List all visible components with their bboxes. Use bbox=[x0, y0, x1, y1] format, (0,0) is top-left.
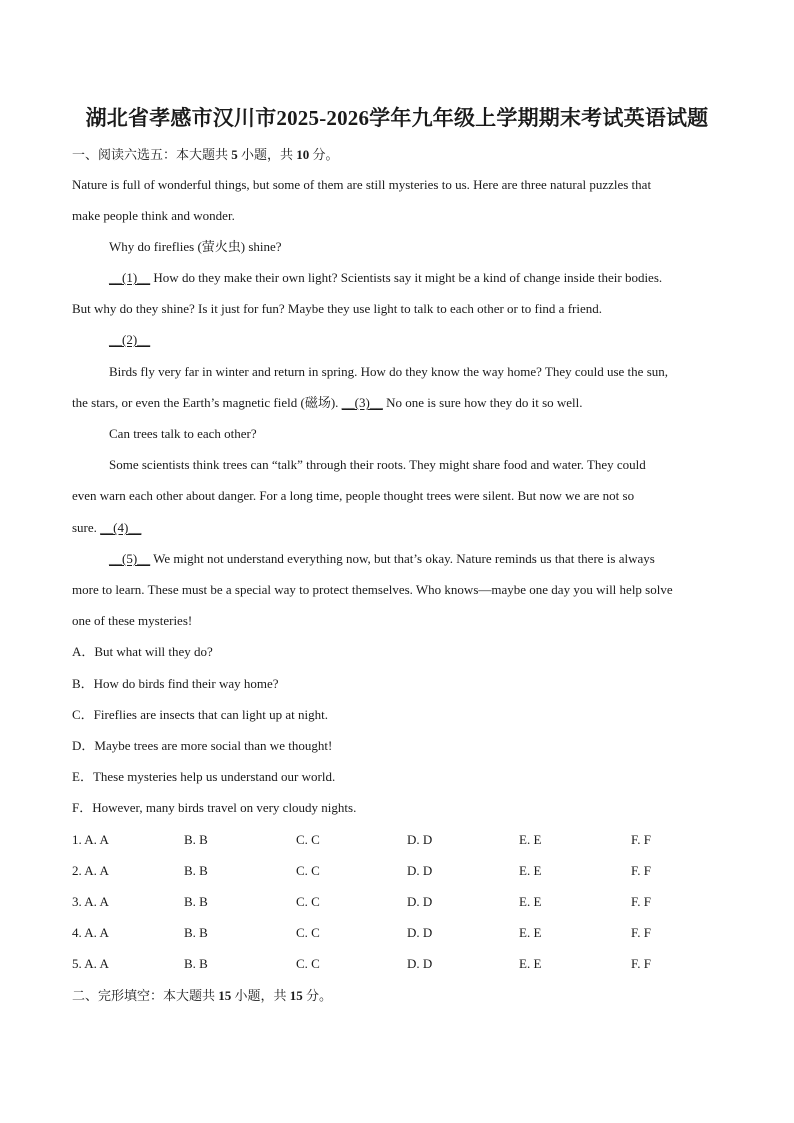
answer-choice-a[interactable]: 4. A. A bbox=[72, 925, 109, 940]
answer-choice-b[interactable]: B. B bbox=[184, 863, 208, 878]
answer-choice-b[interactable]: B. B bbox=[184, 894, 208, 909]
option-e: E．These mysteries help us understand our world. bbox=[72, 769, 336, 784]
section-1-heading: 一、阅读六选五：本大题共 5 小题，共 10 分。 bbox=[72, 147, 339, 162]
passage-line bbox=[109, 331, 722, 349]
answer-choice-d[interactable]: D. D bbox=[407, 894, 433, 909]
answer-choice-d[interactable]: D. D bbox=[407, 832, 433, 847]
answer-choice-a[interactable]: 5. A. A bbox=[72, 956, 109, 971]
passage-line: more to learn. These must be a special way to protect themselves. Who knows—maybe one day you will help solve bbox=[72, 582, 673, 597]
blank-2: __(2)__ bbox=[109, 332, 151, 347]
answer-choice-f[interactable]: F. F bbox=[631, 925, 651, 940]
passage-line: make people think and wonder. bbox=[72, 208, 235, 223]
answer-choice-b[interactable]: B. B bbox=[184, 956, 208, 971]
answer-choice-d[interactable]: D. D bbox=[407, 956, 433, 971]
passage-subheading-fireflies: Why do fireflies (萤火虫) shine? bbox=[109, 239, 282, 254]
blank-4: __(4)__ bbox=[100, 520, 142, 535]
answer-choice-c[interactable]: C. C bbox=[296, 894, 320, 909]
passage-line: __(5)__ We might not understand everything now, but that’s okay. Nature reminds us that there is always bbox=[109, 551, 655, 566]
answer-choice-e[interactable]: E. E bbox=[519, 894, 542, 909]
answer-choice-c[interactable]: C. C bbox=[296, 956, 320, 971]
answer-choice-d[interactable]: D. D bbox=[407, 863, 433, 878]
option-b: B．How do birds find their way home? bbox=[72, 676, 279, 691]
answer-choice-e[interactable]: E. E bbox=[519, 956, 542, 971]
blank-1: __(1)__ bbox=[109, 270, 151, 285]
answer-choice-d[interactable]: D. D bbox=[407, 925, 433, 940]
answer-choice-e[interactable]: E. E bbox=[519, 863, 542, 878]
page-title: 湖北省孝感市汉川市2025-2026学年九年级上学期期末考试英语试题 bbox=[85, 106, 709, 130]
answer-row bbox=[72, 924, 722, 942]
answer-row bbox=[72, 831, 722, 849]
answer-choice-e[interactable]: E. E bbox=[519, 832, 542, 847]
answer-choice-b[interactable]: B. B bbox=[184, 925, 208, 940]
option-a: A．But what will they do? bbox=[72, 644, 213, 659]
answer-row bbox=[72, 955, 722, 973]
option-c: C．Fireflies are insects that can light up at night. bbox=[72, 707, 328, 722]
answer-choice-a[interactable]: 3. A. A bbox=[72, 894, 109, 909]
passage-line: the stars, or even the Earth’s magnetic field (磁场). __(3)__ No one is sure how they do it so well. bbox=[72, 395, 583, 410]
passage-line: Nature is full of wonderful things, but some of them are still mysteries to us. Here are three natural puzzles that bbox=[72, 177, 652, 192]
passage-line: Some scientists think trees can “talk” through their roots. They might share food and water. They could bbox=[109, 457, 646, 472]
answer-row bbox=[72, 893, 722, 911]
answer-choice-a[interactable]: 1. A. A bbox=[72, 832, 109, 847]
passage-line: sure. __(4)__ bbox=[72, 520, 142, 535]
passage-subheading-trees: Can trees talk to each other? bbox=[109, 426, 257, 441]
passage-line: Birds fly very far in winter and return in spring. How do they know the way home? They could use the sun, bbox=[109, 364, 668, 379]
passage-line: even warn each other about danger. For a long time, people thought trees were silent. But now we are not so bbox=[72, 488, 635, 503]
passage-line: one of these mysteries! bbox=[72, 613, 193, 628]
answer-choice-f[interactable]: F. F bbox=[631, 956, 651, 971]
passage-line: __(1)__ How do they make their own light? Scientists say it might be a kind of change inside their bodies. bbox=[109, 270, 663, 285]
blank-3: __(3)__ bbox=[341, 395, 383, 410]
answer-choice-c[interactable]: C. C bbox=[296, 925, 320, 940]
section-2-heading: 二、完形填空：本大题共 15 小题，共 15 分。 bbox=[72, 988, 333, 1003]
blank-5: __(5)__ bbox=[109, 551, 151, 566]
answer-row bbox=[72, 862, 722, 880]
answer-choice-f[interactable]: F. F bbox=[631, 863, 651, 878]
option-d: D．Maybe trees are more social than we thought! bbox=[72, 738, 333, 753]
answer-choice-b[interactable]: B. B bbox=[184, 832, 208, 847]
answer-choice-c[interactable]: C. C bbox=[296, 832, 320, 847]
answer-choice-e[interactable]: E. E bbox=[519, 925, 542, 940]
passage-line: But why do they shine? Is it just for fun? Maybe they use light to talk to each other or to find a friend. bbox=[72, 301, 602, 316]
answer-choice-a[interactable]: 2. A. A bbox=[72, 863, 109, 878]
option-f: F．However, many birds travel on very cloudy nights. bbox=[72, 800, 357, 815]
answer-choice-f[interactable]: F. F bbox=[631, 894, 651, 909]
answer-choice-c[interactable]: C. C bbox=[296, 863, 320, 878]
answer-choice-f[interactable]: F. F bbox=[631, 832, 651, 847]
